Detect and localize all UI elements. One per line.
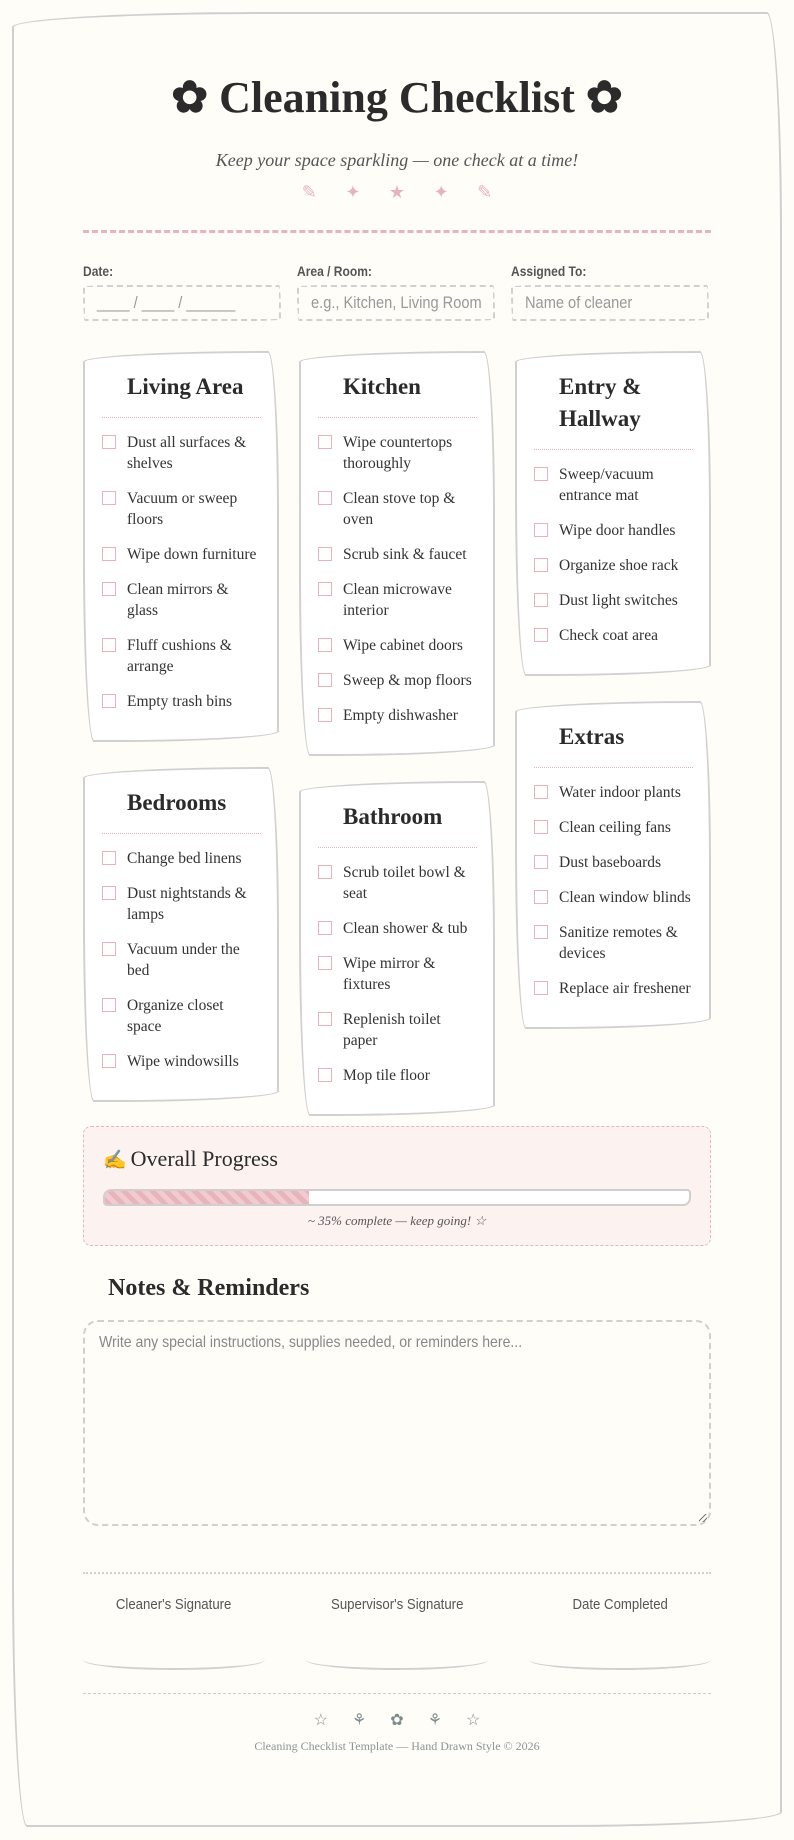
flower-stem-icon: ⚘: [351, 1712, 367, 1729]
checkbox[interactable]: [318, 491, 332, 505]
task-item[interactable]: [318, 862, 477, 904]
section-title: Living Area: [102, 371, 261, 418]
task-item[interactable]: [318, 544, 477, 565]
task-label: Wipe cabinet doors: [343, 637, 463, 654]
checkbox[interactable]: [534, 523, 548, 537]
footer-icons: [83, 1710, 711, 1730]
checkbox[interactable]: [318, 582, 332, 596]
section-card-entry-hallway: [515, 351, 711, 676]
checkbox[interactable]: [534, 785, 548, 799]
checkbox[interactable]: [534, 558, 548, 572]
task-label: Clean mirrors & glass: [127, 581, 229, 619]
checkbox[interactable]: [102, 582, 116, 596]
page-title: ✿ Cleaning Checklist ✿: [171, 73, 623, 122]
task-item[interactable]: [534, 782, 693, 803]
checkbox[interactable]: [102, 1054, 116, 1068]
task-label: Dust baseboards: [559, 854, 662, 871]
task-label: Dust light switches: [559, 592, 678, 609]
checkbox[interactable]: [318, 435, 332, 449]
section-card-living-area: [83, 351, 279, 742]
task-label: Wipe countertops thoroughly: [343, 434, 453, 472]
task-item[interactable]: [318, 1009, 477, 1051]
section-grid: [83, 351, 711, 1116]
checkbox[interactable]: [534, 628, 548, 642]
section-card-extras: [515, 701, 711, 1029]
task-item[interactable]: [534, 817, 693, 838]
cleaner-signature-line[interactable]: [83, 1660, 265, 1670]
section-title: Kitchen: [318, 371, 477, 418]
task-label: Clean window blinds: [559, 889, 691, 906]
task-label: Dust nightstands & lamps: [127, 885, 247, 923]
task-label: Organize shoe rack: [559, 557, 679, 574]
task-label: Wipe door handles: [559, 522, 676, 539]
task-label: Clean microwave interior: [343, 581, 452, 619]
task-item[interactable]: [318, 579, 477, 621]
section-title: Bedrooms: [102, 787, 261, 834]
pencil-icon: ✎: [301, 182, 317, 202]
footer-divider: [83, 1693, 711, 1694]
checkbox[interactable]: [102, 851, 116, 865]
page-subtitle: Keep your space sparkling — one check at a time!: [215, 150, 579, 170]
task-item[interactable]: [318, 635, 477, 656]
sparkle-icon: ✦: [433, 182, 449, 202]
task-label: Vacuum or sweep floors: [127, 490, 238, 528]
task-item[interactable]: [102, 635, 261, 677]
progress-bar: [103, 1189, 691, 1206]
date-field-group: [83, 263, 281, 321]
assigned-input[interactable]: Name of cleaner: [511, 285, 709, 321]
date-input[interactable]: ____ / ____ / ______: [83, 285, 281, 321]
task-item[interactable]: [102, 432, 261, 474]
date-label: Date:: [83, 263, 114, 279]
assigned-field-group: [511, 263, 709, 321]
task-label: Change bed linens: [127, 850, 242, 867]
notes-textarea[interactable]: [83, 1320, 711, 1526]
task-item[interactable]: [534, 978, 693, 999]
checkbox[interactable]: [318, 547, 332, 561]
checkbox[interactable]: [102, 435, 116, 449]
task-item[interactable]: [318, 670, 477, 691]
section-card-bathroom: [299, 781, 495, 1116]
checkbox[interactable]: [318, 673, 332, 687]
area-field-group: [297, 263, 495, 321]
checkbox[interactable]: [102, 942, 116, 956]
task-item[interactable]: [318, 705, 477, 726]
flower-icon: ✿: [390, 1712, 404, 1729]
task-label: Sanitize remotes & devices: [559, 924, 678, 962]
task-item[interactable]: [534, 852, 693, 873]
notes-title: Notes & Reminders: [108, 1275, 310, 1301]
task-label: Organize closet space: [127, 997, 224, 1035]
pencil-icon: ✎: [477, 182, 493, 202]
task-item[interactable]: [102, 848, 261, 869]
footer-text: Cleaning Checklist Template — Hand Drawn Style © 2026: [254, 1739, 540, 1753]
star-icon: ★: [388, 182, 406, 202]
task-item[interactable]: [534, 922, 693, 964]
task-item[interactable]: [534, 520, 693, 541]
cleaner-signature: Cleaner's Signature: [83, 1596, 265, 1670]
task-label: Wipe windowsills: [127, 1053, 239, 1070]
checkbox[interactable]: [318, 708, 332, 722]
date-completed-line[interactable]: [529, 1660, 711, 1670]
checkbox[interactable]: [534, 981, 548, 995]
task-item[interactable]: [102, 488, 261, 530]
task-label: Clean ceiling fans: [559, 819, 671, 836]
flower-stem-icon: ⚘: [427, 1712, 443, 1729]
task-item[interactable]: [534, 555, 693, 576]
task-item[interactable]: [102, 939, 261, 981]
supervisor-signature-line[interactable]: [306, 1660, 488, 1670]
section-title: Extras: [534, 721, 693, 768]
writing-hand-icon: ✍: [103, 1150, 127, 1171]
task-label: Sweep & mop floors: [343, 672, 472, 689]
task-item[interactable]: [534, 887, 693, 908]
star-outline-icon: ☆: [313, 1712, 328, 1729]
task-label: Wipe down furniture: [127, 546, 257, 563]
checkbox[interactable]: [102, 491, 116, 505]
task-label: Replace air freshener: [559, 980, 691, 997]
task-label: Mop tile floor: [343, 1067, 430, 1084]
task-label: Sweep/vacuum entrance mat: [559, 466, 654, 504]
task-item[interactable]: [534, 590, 693, 611]
area-label: Area / Room:: [297, 263, 372, 279]
checkbox[interactable]: [318, 921, 332, 935]
section-title: Bathroom: [318, 801, 477, 848]
task-item[interactable]: [102, 883, 261, 925]
column-3: [515, 351, 711, 1116]
star-outline-icon: ☆: [466, 1712, 481, 1729]
doodle-row: [83, 182, 711, 203]
supervisor-signature: Supervisor's Signature: [306, 1596, 488, 1670]
checkbox[interactable]: [102, 998, 116, 1012]
task-item[interactable]: [534, 625, 693, 646]
checkbox[interactable]: [102, 886, 116, 900]
task-label: Vacuum under the bed: [127, 941, 240, 979]
section-card-bedrooms: [83, 767, 279, 1102]
task-item[interactable]: [102, 691, 261, 712]
checkbox[interactable]: [318, 956, 332, 970]
checkbox[interactable]: [318, 1012, 332, 1026]
task-item[interactable]: [102, 579, 261, 621]
area-input[interactable]: e.g., Kitchen, Living Room: [297, 285, 495, 321]
task-label: Fluff cushions & arrange: [127, 637, 232, 675]
task-label: Clean shower & tub: [343, 920, 468, 937]
task-item[interactable]: [318, 488, 477, 530]
task-label: Clean stove top & oven: [343, 490, 456, 528]
task-item[interactable]: [318, 918, 477, 939]
section-card-kitchen: [299, 351, 495, 756]
task-item[interactable]: [318, 432, 477, 474]
info-fields: [83, 263, 711, 321]
signature-row: [83, 1596, 711, 1670]
sparkle-icon: ✦: [345, 182, 361, 202]
section-title: Entry & Hallway: [534, 371, 693, 450]
checkbox[interactable]: [534, 925, 548, 939]
task-label: Water indoor plants: [559, 784, 681, 801]
checkbox[interactable]: [102, 547, 116, 561]
checkbox[interactable]: [534, 890, 548, 904]
checkbox[interactable]: [534, 467, 548, 481]
checkbox[interactable]: [318, 865, 332, 879]
task-label: Empty trash bins: [127, 693, 233, 710]
checkbox[interactable]: [318, 1068, 332, 1082]
task-label: Replenish toilet paper: [343, 1011, 441, 1049]
checkbox[interactable]: [318, 638, 332, 652]
signature-divider: [83, 1572, 711, 1574]
task-item[interactable]: [534, 464, 693, 506]
progress-note: ~ 35% complete — keep going! ☆: [307, 1213, 487, 1228]
progress-title: ✍ Overall Progress: [103, 1146, 278, 1171]
task-item[interactable]: [318, 1065, 477, 1086]
checkbox[interactable]: [102, 694, 116, 708]
task-label: Dust all surfaces & shelves: [127, 434, 247, 472]
checkbox[interactable]: [534, 593, 548, 607]
notes-placeholder: Write any special instructions, supplies needed, or reminders here...: [99, 1334, 523, 1351]
progress-fill: [105, 1191, 309, 1204]
task-item[interactable]: [102, 544, 261, 565]
header-divider: [83, 230, 711, 233]
checkbox[interactable]: [102, 638, 116, 652]
date-completed: Date Completed: [529, 1596, 711, 1670]
task-item[interactable]: [102, 1051, 261, 1072]
task-label: Wipe mirror & fixtures: [343, 955, 436, 993]
assigned-label: Assigned To:: [511, 263, 587, 279]
task-label: Scrub toilet bowl & seat: [343, 864, 466, 902]
checkbox[interactable]: [534, 820, 548, 834]
task-label: Scrub sink & faucet: [343, 546, 467, 563]
task-label: Check coat area: [559, 627, 658, 644]
task-label: Empty dishwasher: [343, 707, 458, 724]
resize-handle-icon[interactable]: [699, 1514, 707, 1522]
column-2: [299, 351, 495, 1116]
checkbox[interactable]: [534, 855, 548, 869]
column-1: [83, 351, 279, 1116]
task-item[interactable]: [102, 995, 261, 1037]
progress-panel: [83, 1126, 711, 1246]
task-item[interactable]: [318, 953, 477, 995]
